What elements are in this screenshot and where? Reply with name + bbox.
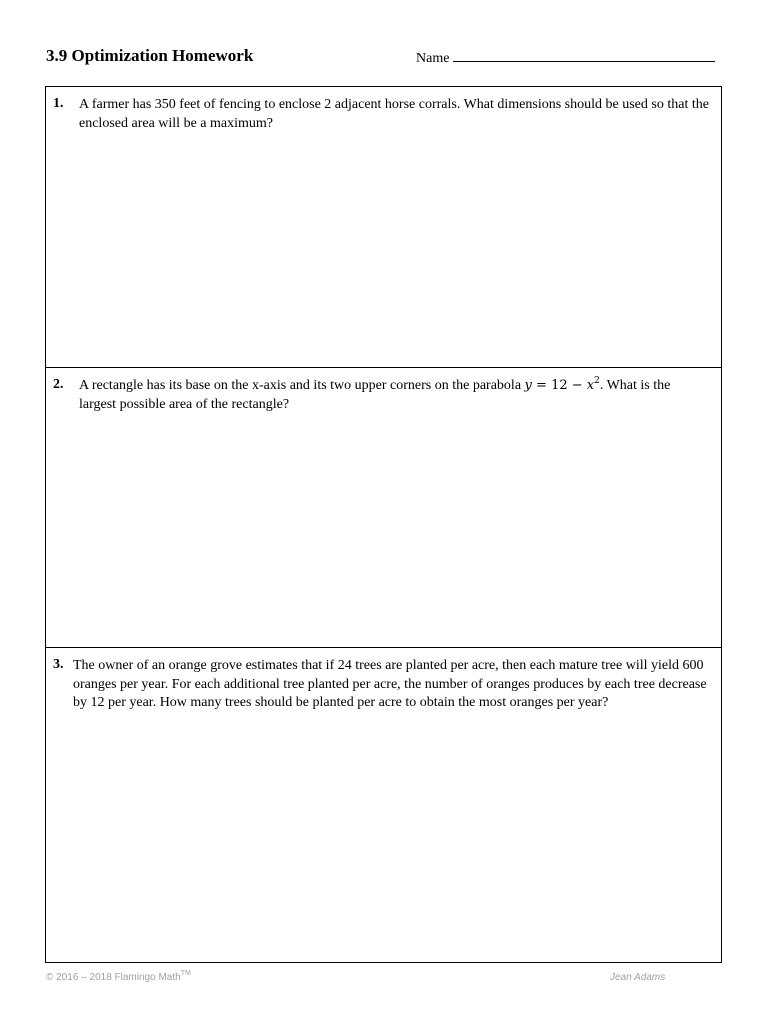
footer-copyright bbox=[46, 969, 191, 983]
math-equals: = 12 − bbox=[531, 378, 587, 393]
problems-table bbox=[45, 86, 722, 963]
problem-1 bbox=[46, 87, 721, 368]
name-label: Name bbox=[416, 51, 450, 66]
page-header bbox=[46, 44, 724, 72]
math-y: y bbox=[524, 378, 532, 393]
page-title: 3.9 Optimization Homework bbox=[46, 46, 254, 65]
problem-number: 3. bbox=[53, 657, 64, 672]
footer-author: Jean Adams bbox=[610, 972, 666, 983]
problem-3 bbox=[46, 648, 721, 963]
name-field bbox=[416, 49, 715, 67]
problem-text-after: . What is the largest possible area of the rectangle? bbox=[79, 378, 671, 412]
problem-text-before: A rectangle has its base on the x-axis and its two upper corners on the parabola bbox=[79, 378, 525, 393]
problem-text bbox=[79, 377, 709, 414]
problem-number: 1. bbox=[53, 96, 64, 111]
problem-number: 2. bbox=[53, 377, 64, 392]
name-blank-line[interactable] bbox=[453, 49, 715, 62]
math-x: x bbox=[586, 378, 595, 393]
parabola-equation bbox=[524, 375, 600, 393]
trademark-mark: TM bbox=[180, 969, 191, 977]
copyright-text: © 2016 – 2018 Flamingo Math bbox=[46, 972, 181, 983]
problem-text: A farmer has 350 feet of fencing to enclose 2 adjacent horse corrals. What dimensions should be used so that the enclosed area will be a maximum? bbox=[79, 97, 709, 131]
problem-text: The owner of an orange grove estimates that if 24 trees are planted per acre, then each mature tree will yield 600 oranges per year. For each additional tree planted per acre, the number of oranges produces by each tree decrease by 12 per year. How many trees should be planted per acre to obtain the most oranges per year? bbox=[73, 658, 707, 710]
math-exponent: 2 bbox=[594, 375, 600, 386]
problem-2 bbox=[46, 368, 721, 648]
